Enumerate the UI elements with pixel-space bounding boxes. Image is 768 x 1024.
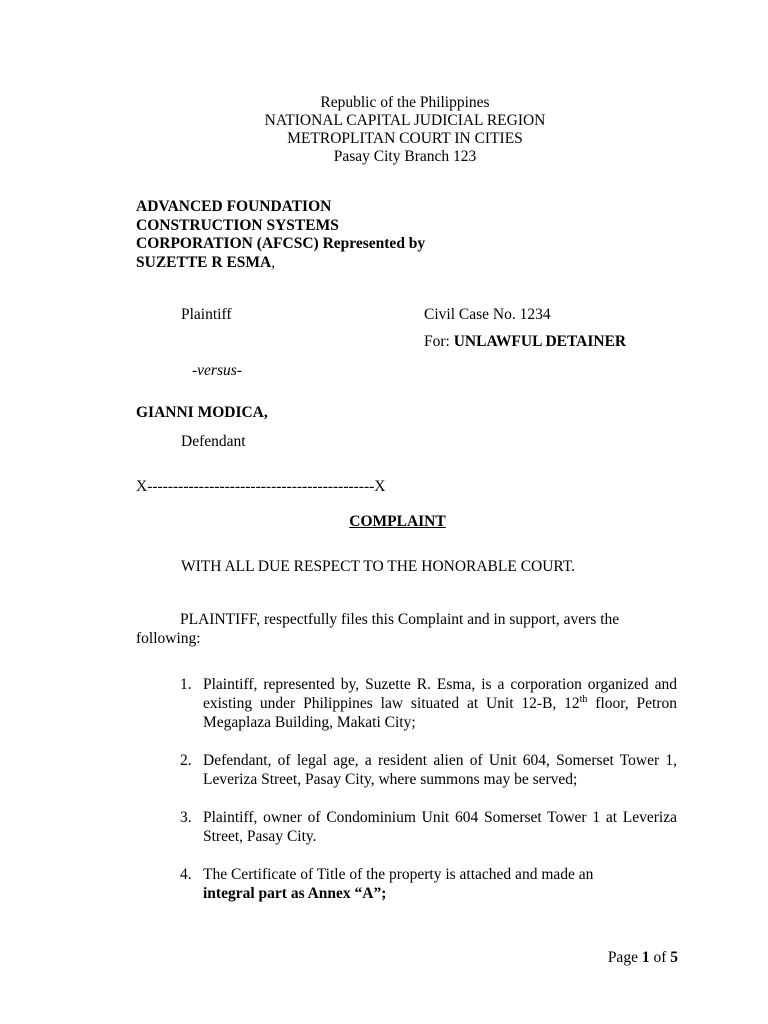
case-nature — [424, 332, 626, 351]
item-text: Plaintiff, owner of Condominium Unit 604 Somerset Tower 1 at Leveriza Street, Pasay City. — [203, 809, 677, 845]
item-number: 3. — [180, 809, 192, 826]
annex-reference: integral part as Annex “A”; — [203, 885, 387, 902]
salutation: WITH ALL DUE RESPECT TO THE HONORABLE COURT. — [181, 558, 576, 575]
plaintiff-label: Plaintiff — [181, 306, 232, 323]
total-pages: 5 — [670, 949, 678, 966]
document-title: COMPLAINT — [349, 513, 446, 530]
header-branch: Pasay City Branch 123 — [333, 148, 477, 165]
intro-paragraph: PLAINTIFF, respectfully files this Complaint and in support, avers the following: — [136, 611, 620, 647]
page-footer: Page 1 of 5 — [607, 949, 678, 966]
item-number: 4. — [180, 866, 192, 883]
header-court: METROPLITAN COURT IN CITIES — [287, 130, 523, 147]
list-item — [180, 675, 677, 732]
item-text: The Certificate of Title of the property is attached and made an integral part as Annex “A”; — [203, 866, 594, 902]
item-number: 2. — [180, 752, 192, 769]
defendant-label: Defendant — [181, 433, 246, 450]
case-number: Civil Case No. 1234 — [424, 306, 551, 323]
allegations-list — [180, 675, 677, 922]
header-republic: Republic of the Philippines — [320, 94, 490, 111]
header-region: NATIONAL CAPITAL JUDICIAL REGION — [264, 112, 546, 129]
item-number: 1. — [180, 676, 192, 693]
case-nature-value: UNLAWFUL DETAINER — [453, 333, 627, 350]
defendant-name: GIANNI MODICA, — [136, 404, 268, 421]
list-item — [180, 865, 677, 903]
plaintiff-name-comma: , — [271, 253, 276, 271]
item-text: Plaintiff, represented by, Suzette R. Esma, is a corporation organized and existing under Philippines law situated at Unit 12-B, 12th floor, Petron Megaplaza Building, Makati City; — [203, 676, 677, 731]
caption-separator: X--------------------------------------------X — [136, 478, 386, 495]
versus-label: -versus- — [192, 362, 242, 379]
plaintiff-name: ADVANCED FOUNDATION CONSTRUCTION SYSTEMS CORPORATION (AFCSC) Represented by SUZETTE R ESMA — [136, 198, 426, 271]
list-item — [180, 808, 677, 846]
plaintiff-name-block — [136, 198, 436, 272]
current-page: 1 — [641, 949, 650, 966]
item-text: Defendant, of legal age, a resident alien of Unit 604, Somerset Tower 1, Leveriza Street, Pasay City, where summons may be served; — [203, 752, 677, 788]
court-header — [0, 94, 768, 166]
case-nature-label: For: — [424, 333, 454, 350]
list-item — [180, 751, 677, 789]
